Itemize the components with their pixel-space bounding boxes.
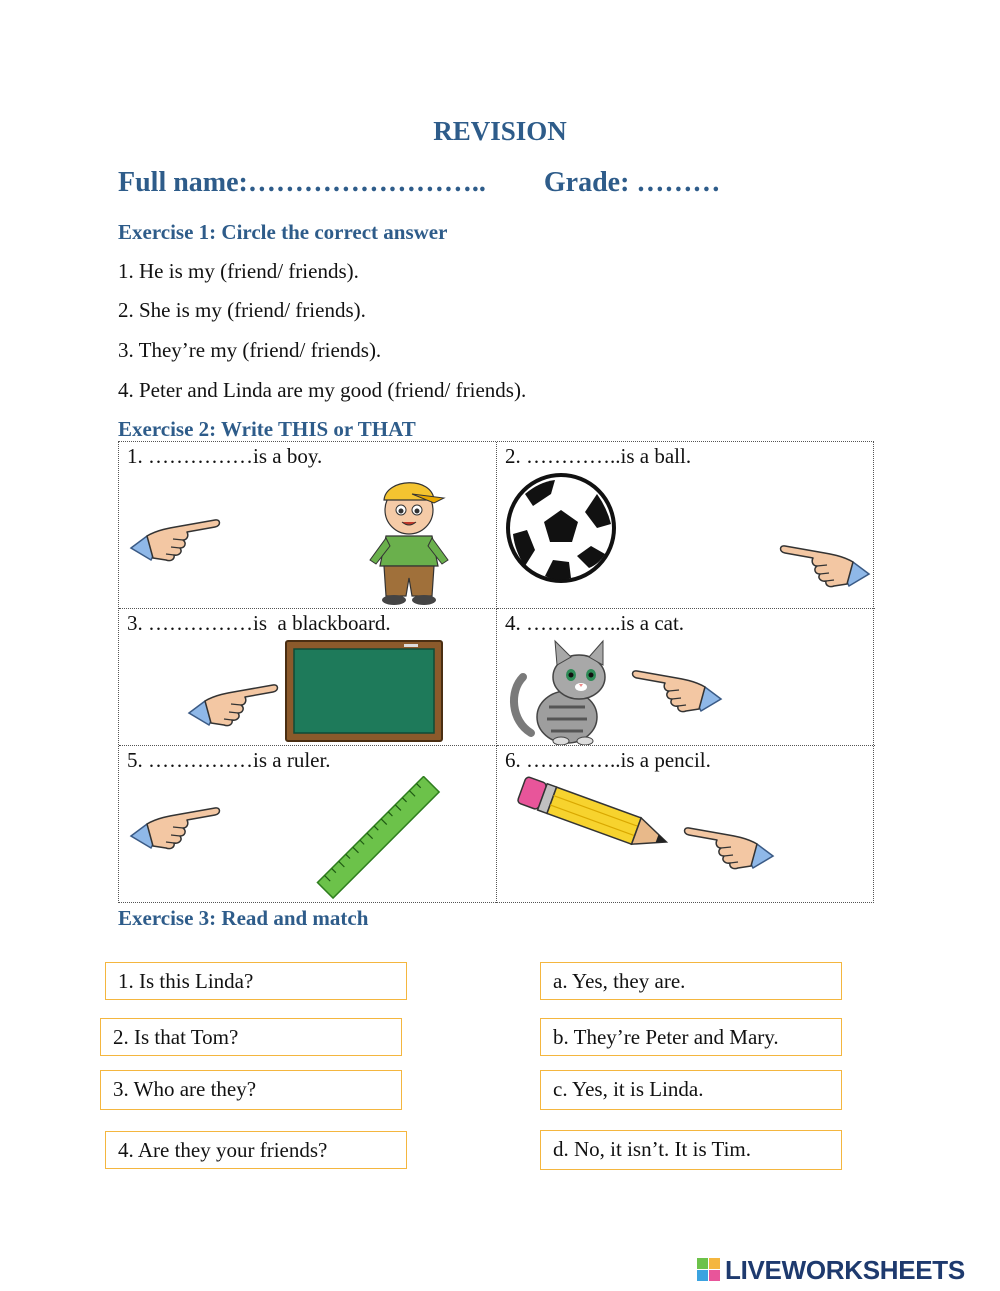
logo-text: LIVEWORKSHEETS bbox=[725, 1254, 965, 1285]
liveworksheets-logo bbox=[697, 1254, 965, 1286]
liveworksheets-logo-icon bbox=[697, 1258, 721, 1282]
match-question-3[interactable]: 3. Who are they? bbox=[100, 1070, 402, 1110]
ruler-picture bbox=[314, 776, 444, 900]
exercise1-item[interactable]: 1. He is my (friend/ friends). bbox=[118, 259, 359, 283]
name-grade-line bbox=[118, 167, 720, 199]
boy-picture bbox=[364, 470, 454, 608]
blackboard-picture bbox=[284, 639, 444, 743]
match-answer-a[interactable]: a. Yes, they are. bbox=[540, 962, 842, 1000]
exercise2-sentence[interactable]: 4. …………..is a cat. bbox=[505, 611, 685, 635]
exercise2-cell-3 bbox=[119, 609, 497, 746]
exercise1-item[interactable]: 3. They’re my (friend/ friends). bbox=[118, 338, 382, 362]
pointing-hand-icon bbox=[775, 534, 871, 594]
match-answer-b[interactable]: b. They’re Peter and Mary. bbox=[540, 1018, 842, 1056]
exercise2-cell-4 bbox=[497, 609, 875, 746]
pointing-hand-icon bbox=[129, 796, 225, 856]
exercise2-sentence[interactable]: 1. ……………is a boy. bbox=[127, 444, 323, 468]
grade-field[interactable]: Grade: ……… bbox=[543, 167, 721, 198]
exercise1-item[interactable]: 4. Peter and Linda are my good (friend/ friends). bbox=[118, 378, 527, 402]
match-question-4[interactable]: 4. Are they your friends? bbox=[105, 1131, 407, 1169]
pointing-hand-icon bbox=[627, 659, 723, 719]
exercise2-sentence[interactable]: 5. ……………is a ruler. bbox=[127, 748, 331, 772]
exercise1-heading: Exercise 1: Circle the correct answer bbox=[118, 220, 448, 244]
match-answer-c[interactable]: c. Yes, it is Linda. bbox=[540, 1070, 842, 1110]
exercise2-sentence[interactable]: 2. …………..is a ball. bbox=[505, 444, 692, 468]
pencil-picture bbox=[515, 776, 675, 856]
exercise2-cell-6 bbox=[497, 746, 875, 903]
pointing-hand-icon bbox=[187, 673, 283, 733]
exercise1-item[interactable]: 2. She is my (friend/ friends). bbox=[118, 298, 366, 322]
match-answer-d[interactable]: d. No, it isn’t. It is Tim. bbox=[540, 1130, 842, 1170]
exercise2-sentence[interactable]: 6. …………..is a pencil. bbox=[505, 748, 711, 772]
pointing-hand-icon bbox=[129, 508, 225, 568]
exercise3-heading: Exercise 3: Read and match bbox=[118, 906, 369, 930]
exercise2-cell-2 bbox=[497, 442, 875, 609]
full-name-field[interactable]: Full name:…………………….. bbox=[118, 167, 486, 198]
exercise2-heading: Exercise 2: Write THIS or THAT bbox=[118, 417, 416, 441]
cat-picture bbox=[505, 637, 625, 745]
soccer-ball-picture bbox=[505, 472, 617, 584]
exercise2-sentence[interactable]: 3. ……………is a blackboard. bbox=[127, 611, 391, 635]
pointing-hand-icon bbox=[679, 816, 775, 876]
exercise2-table bbox=[118, 441, 874, 903]
page-title: REVISION bbox=[433, 116, 567, 146]
match-question-1[interactable]: 1. Is this Linda? bbox=[105, 962, 407, 1000]
exercise2-cell-5 bbox=[119, 746, 497, 903]
match-question-2[interactable]: 2. Is that Tom? bbox=[100, 1018, 402, 1056]
exercise2-cell-1 bbox=[119, 442, 497, 609]
